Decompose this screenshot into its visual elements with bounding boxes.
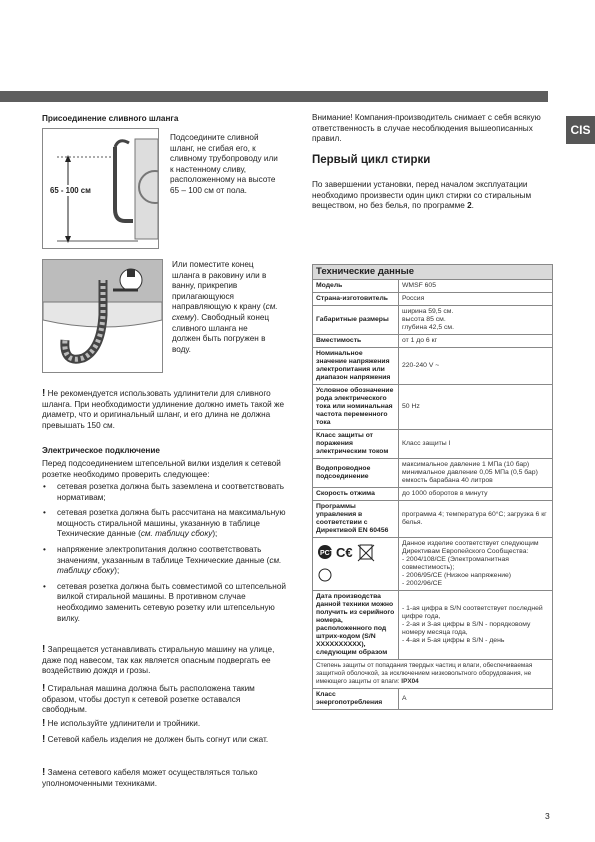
warning-icon: ! bbox=[42, 734, 46, 745]
list-item: • сетевая розетка должна быть совместимой со штепсельной вилкой стиральной машины. В противном случае необходимо заменить сетевую розетку или штепсельную вилку. bbox=[43, 581, 286, 623]
table-row: Страна-изготовитель Россия bbox=[313, 293, 553, 306]
drain-hose-sink-illustration bbox=[43, 260, 162, 372]
list-item: • напряжение электропитания должно соответствовать значениям, указанным в таблице Технические данные (см. таблицу сбоку); bbox=[43, 544, 282, 576]
warning-icon: ! bbox=[42, 683, 46, 694]
extension-warning: ! Не используйте удлинители и тройники. bbox=[42, 718, 201, 729]
table-row: Программы управления в соответствии с Директивой EN 60456 программа 4; температура 60°C; загрузка 6 кг белья. bbox=[313, 501, 553, 538]
list-item: • сетевая розетка должна быть заземлена и соответствовать нормативам; bbox=[43, 482, 284, 502]
first-cycle-text: По завершении установки, перед началом эксплуатации необходимо произвести один цикл стирки со стиральным веществом, но без белья, по программе 2. bbox=[312, 180, 532, 211]
page-number: 3 bbox=[545, 811, 550, 821]
table-row: Водопроводное подсоединение максимальное давление 1 МПа (10 бар) минимальное давление 0,05 МПа (0,5 бар) емкость барабана 40 литров bbox=[313, 459, 553, 488]
spec-table bbox=[312, 264, 553, 710]
outdoor-warning: ! Запрещается устанавливать стиральную машину на улице, даже под навесом, так как является опасным подвергать ее воздействию дождя и грозы. bbox=[42, 644, 275, 676]
access-warning: ! Стиральная машина должна быть расположена таким образом, чтобы доступ к сетевой розетке оставался свободным. bbox=[42, 683, 255, 715]
cable-replacement-warning: ! Замена сетевого кабеля может осуществляться только уполномоченными техниками. bbox=[42, 767, 258, 788]
drain-sink-figure bbox=[42, 259, 163, 373]
table-row: Класс защиты от поражения электрическим током Класс защиты I bbox=[313, 430, 553, 459]
spec-title: Технические данные bbox=[313, 265, 553, 280]
warning-icon: ! bbox=[42, 644, 46, 655]
table-row: Условное обозначение рода электрического тока или номинальная частота переменного тока 50 Hz bbox=[313, 385, 553, 430]
svg-text:PCT: PCT bbox=[320, 549, 334, 557]
table-row: Степень защиты от попадания твердых частиц и влаги, обеспечиваемая защитной оболочкой, за исключением низковольтного оборудования, не имеющего защиты от влаги: IPX04 bbox=[313, 660, 553, 689]
electric-checklist bbox=[42, 482, 286, 629]
certification-logos bbox=[313, 538, 399, 591]
header-bar bbox=[0, 91, 548, 102]
svg-text:C€: C€ bbox=[336, 544, 353, 560]
electric-intro: Перед подсоединением штепсельной вилки изделия к сетевой розетке необходимо проверить следующее: bbox=[42, 459, 281, 479]
table-row: Вместимость от 1 до 6 кг bbox=[313, 335, 553, 348]
table-row: Скорость отжима до 1000 оборотов в минуту bbox=[313, 488, 553, 501]
certification-marks-icon bbox=[316, 543, 388, 583]
liability-notice: Внимание! Компания-производитель снимает с себя всякую ответственность в случае несоблюдения вышеописанных правил. bbox=[312, 113, 541, 144]
warning-icon: ! bbox=[42, 388, 46, 399]
warning-icon: ! bbox=[42, 767, 46, 778]
first-cycle-title: Первый цикл стирки bbox=[312, 154, 431, 166]
list-item: • сетевая розетка должна быть рассчитана на максимальную мощность стиральной машины, указанную в таблице Технические данные (см. таблицу сбоку); bbox=[43, 508, 286, 539]
table-row: Дата производства данной техники можно получить из серийного номера, расположенного под штрих-кодом (S/N XXXXXXXXXX), следующим образом - 1-ая цифра в S/N соответствует последней цифре года, - 2-ая и 3-ая цифры в S/N - порядковому номеру месяца года, - 4-ая и 5-ая цифры в S/N - день bbox=[313, 591, 553, 660]
table-row: Модель WMSF 605 bbox=[313, 280, 553, 293]
table-row: Габаритные размеры ширина 59,5 см. высота 85 см. глубина 42,5 см. bbox=[313, 306, 553, 335]
drain-sink-instruction: Или поместите конец шланга в раковину или в ванну, прикрепив прилагающуюся направляющую к крану (см. схему). Свободный конец сливного шланга не должен быть погружен в воду. bbox=[172, 260, 278, 354]
language-badge: CIS bbox=[566, 116, 595, 144]
drain-instruction: Подсоедините сливной шланг, не сгибая его, к сливному трубопроводу или к настенному сливу, расположенному на высоте 65 – 100 см от пола. bbox=[170, 133, 278, 195]
cable-warning: ! Сетевой кабель изделия не должен быть согнут или сжат. bbox=[42, 734, 269, 745]
table-row: Номинальное значение напряжения электропитания или диапазон напряжения 220-240 V ~ bbox=[313, 348, 553, 385]
height-range-label: 65 - 100 см bbox=[50, 186, 91, 195]
drain-extension-warning: ! Не рекомендуется использовать удлинители для сливного шланга. При необходимости удлинение должно иметь такой же диаметр, что и оригинальный шланг, и его длина не должна превышать 150 см. bbox=[42, 388, 285, 430]
table-row: PCT C€ Данное изделие соответствует следующим Директивам Европейского Сообщества: - 2004/108/CE (Электромагнитная совместимость); - 2006/95/CE (Низкое напряжение) - 2002/96/CE bbox=[313, 538, 553, 591]
drain-title: Присоединение сливного шланга bbox=[42, 114, 179, 123]
table-row: Класс энергопотребления A bbox=[313, 689, 553, 710]
electric-title: Электрическое подключение bbox=[42, 446, 160, 455]
warning-icon: ! bbox=[42, 718, 46, 729]
